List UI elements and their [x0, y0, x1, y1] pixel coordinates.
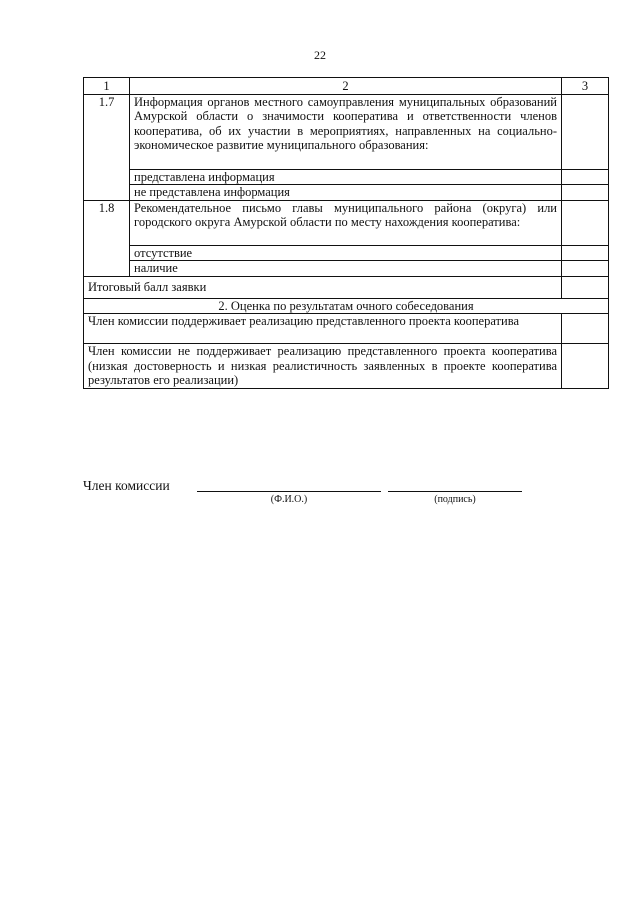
- interview-option-no-support: Член комиссии не поддерживает реализацию представленного проекта кооператива (низкая достоверность и низкая реалистичность заявленных в проекте кооператива результатов его реализации): [84, 344, 562, 389]
- signature-label: Член комиссии: [83, 478, 170, 493]
- score-cell[interactable]: [562, 94, 609, 169]
- table-row: [84, 169, 609, 185]
- section-2-title: 2. Оценка по результатам очного собеседования: [84, 298, 609, 314]
- item-description: Информация органов местного самоуправления муниципальных образований Амурской области о значимости кооператива и ответственности членов кооператива, об их участии в мероприятиях, направленных на социально-экономическое развитие муниципального образования:: [130, 94, 562, 169]
- signature-caption: (подпись): [434, 494, 476, 505]
- interview-option-support: Член комиссии поддерживает реализацию представленного проекта кооператива: [84, 314, 562, 344]
- score-cell[interactable]: [562, 261, 609, 277]
- score-cell[interactable]: [562, 169, 609, 185]
- score-cell[interactable]: [562, 185, 609, 201]
- header-col-2: 2: [130, 78, 562, 95]
- signature-line[interactable]: [388, 491, 522, 492]
- table-row: [84, 276, 609, 298]
- page-number: 22: [314, 48, 326, 62]
- score-cell[interactable]: [562, 245, 609, 261]
- header-col-3: 3: [562, 78, 609, 95]
- option-label: не представлена информация: [130, 185, 562, 201]
- score-cell[interactable]: [562, 200, 609, 245]
- table-row: [84, 261, 609, 277]
- total-score-label: Итоговый балл заявки: [84, 276, 562, 298]
- score-cell[interactable]: [562, 314, 609, 344]
- table-header-row: [84, 78, 609, 95]
- item-number: 1.7: [84, 94, 130, 200]
- table-row: [84, 298, 609, 314]
- name-caption: (Ф.И.О.): [270, 494, 308, 505]
- table-row: [84, 314, 609, 344]
- item-number: 1.8: [84, 200, 130, 276]
- item-description: Рекомендательное письмо главы муниципального района (округа) или городского округа Амурской области по месту нахождения кооператива:: [130, 200, 562, 245]
- table-row: [84, 185, 609, 201]
- option-label: представлена информация: [130, 169, 562, 185]
- table-row: [84, 344, 609, 389]
- total-score-cell[interactable]: [562, 276, 609, 298]
- score-cell[interactable]: [562, 344, 609, 389]
- option-label: наличие: [130, 261, 562, 277]
- option-label: отсутствие: [130, 245, 562, 261]
- header-col-1: 1: [84, 78, 130, 95]
- table-row: [84, 200, 609, 245]
- evaluation-table: [83, 77, 609, 389]
- name-line[interactable]: [197, 491, 381, 492]
- table-row: [84, 245, 609, 261]
- table-row: [84, 94, 609, 169]
